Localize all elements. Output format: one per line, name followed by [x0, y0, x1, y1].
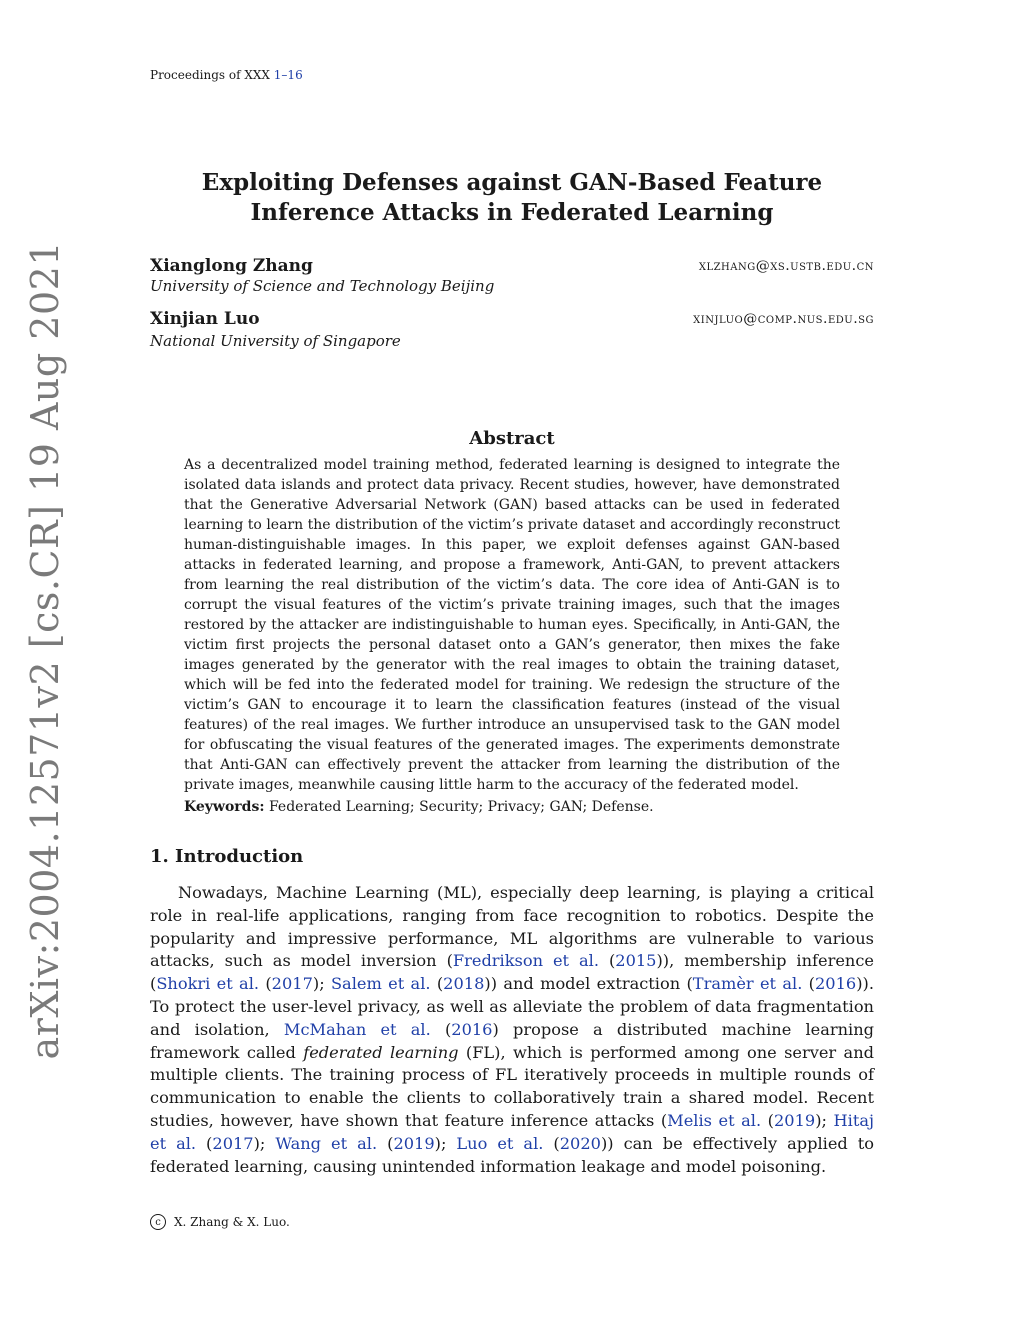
intro-text: ( [430, 1019, 452, 1039]
arxiv-stamp [20, 240, 70, 1060]
intro-text: )). To protect the user-level privacy, as well as alleviate the problem of data fragmentation and isolation, [150, 974, 874, 1039]
keywords [184, 797, 840, 817]
paper-title: Exploiting Defenses against GAN-Based Feature Inference Attacks in Federated Learning [201, 169, 823, 226]
intro-text: ( [543, 1133, 560, 1153]
author-affiliation-2: National University of Singapore [150, 332, 401, 350]
intro-text: ( [599, 951, 616, 971]
citation-link[interactable]: Shokri et al. [156, 974, 260, 994]
section-heading-introduction: 1. Introduction [150, 846, 304, 867]
intro-text: ); [312, 974, 331, 994]
intro-text: ( [196, 1133, 213, 1153]
intro-text: ( [430, 974, 444, 994]
abstract-text: As a decentralized model training method, federated learning is designed to integrate the isolated data islands and protect data privacy. Recent studies, however, have demonstrated that the Generative Adversarial Network (GAN) based attacks can be used in federated learning to learn the distribution of the victim’s private dataset and accordingly reconstruct human-distinguishable images. In this paper, we exploit defenses against GAN-based attacks in federated learning, and propose a framework, Anti-GAN, to prevent attackers from learning the real distribution of the victim’s data. The core idea of Anti-GAN is to corrupt the visual features of the victim’s private training images, such that the images restored by the attacker are indistinguishable to human eyes. Specifically, in Anti-GAN, the victim first projects the personal dataset onto a GAN’s generator, then mixes the fake images generated by the generator with the real images to obtain the training dataset, which will be fed into the federated model for training. We redesign the structure of the victim’s GAN to encourage it to learn the classification features (instead of the visual features) of the real images. We further introduce an unsupervised task to the GAN model for obfuscating the visual features of the generated images. The experiments demonstrate that Anti-GAN can effectively prevent the attacker from learning the distribution of the private images, meanwhile causing little harm to the accuracy of the federated model. [184, 457, 840, 793]
citation-link[interactable]: McMahan et al. [283, 1019, 431, 1039]
citation-link[interactable]: Melis et al. [667, 1110, 762, 1130]
author-affiliation-1: University of Science and Technology Beijing [150, 277, 495, 295]
author-email-2: xinjluo@comp.nus.edu.sg [693, 311, 874, 327]
abstract-heading: Abstract [469, 428, 555, 449]
citation-year-link[interactable]: 2019 [774, 1110, 816, 1130]
intro-text: ) propose a distributed machine learning framework called [150, 1019, 875, 1062]
intro-text: ( [377, 1133, 394, 1153]
author-name-2: Xinjian Luo [150, 309, 260, 329]
intro-text: )) and model extraction ( [484, 974, 693, 994]
intro-text: )), membership inference ( [150, 951, 874, 994]
emphasized-term: federated learning [303, 1042, 459, 1062]
citation-link[interactable]: Salem et al. [330, 974, 431, 994]
intro-text: ( [802, 974, 815, 994]
citation-link[interactable]: Hitaj et al. [150, 1110, 874, 1153]
citation-link[interactable]: Wang et al. [275, 1133, 378, 1153]
introduction-paragraph [150, 882, 874, 1178]
intro-text: ); [815, 1110, 834, 1130]
intro-text: ); [253, 1133, 276, 1153]
proceedings-prefix: Proceedings of XXX [150, 68, 274, 82]
citation-year-link[interactable]: 2017 [212, 1133, 254, 1153]
copyright-footer [150, 1214, 290, 1230]
author-email-1: xlzhang@xs.ustb.edu.cn [698, 258, 874, 274]
keywords-list: Federated Learning; Security; Privacy; GAN; Defense. [264, 799, 654, 815]
citation-year-link[interactable]: 2019 [393, 1133, 435, 1153]
intro-text: Nowadays, Machine Learning (ML), especially deep learning, is playing a critical role in real-life applications, ranging from face recognition to robotics. Despite the popularity and impressive performance, ML algorithms are vulnerable to various attacks, such as model inversion ( [150, 883, 874, 971]
proceedings-header [150, 68, 303, 82]
intro-text: (FL), which is performed among one server and multiple clients. The training process of FL iteratively proceeds in multiple rounds of communication to enable the clients to collaboratively train a shared model. Recent studies, however, have shown that feature inference attacks ( [150, 1042, 874, 1130]
intro-text: ( [761, 1110, 774, 1130]
keywords-label: Keywords: [184, 799, 265, 815]
intro-text: ( [259, 974, 272, 994]
citation-year-link[interactable]: 2017 [271, 974, 313, 994]
author-name-1: Xianglong Zhang [150, 256, 313, 276]
copyright-text: X. Zhang & X. Luo. [174, 1215, 290, 1229]
copyright-icon: c [150, 1214, 166, 1230]
citation-link[interactable]: Luo et al. [456, 1133, 544, 1153]
citation-year-link[interactable]: 2016 [815, 974, 857, 994]
pages-link[interactable]: 1–16 [273, 68, 303, 82]
citation-year-link[interactable]: 2016 [451, 1019, 493, 1039]
citation-year-link[interactable]: 2018 [443, 974, 485, 994]
intro-text: )) can be effectively applied to federated learning, causing unintended information leakage and model poisoning. [150, 1133, 875, 1176]
citation-year-link[interactable]: 2015 [615, 951, 657, 971]
citation-link[interactable]: Fredrikson et al. [452, 951, 599, 971]
arxiv-stamp-text: arXiv:2004.12571v2 [cs.CR] 19 Aug 2021 [23, 240, 67, 1060]
citation-link[interactable]: Tramèr et al. [692, 974, 803, 994]
citation-year-link[interactable]: 2020 [559, 1133, 601, 1153]
intro-text: ); [434, 1133, 457, 1153]
